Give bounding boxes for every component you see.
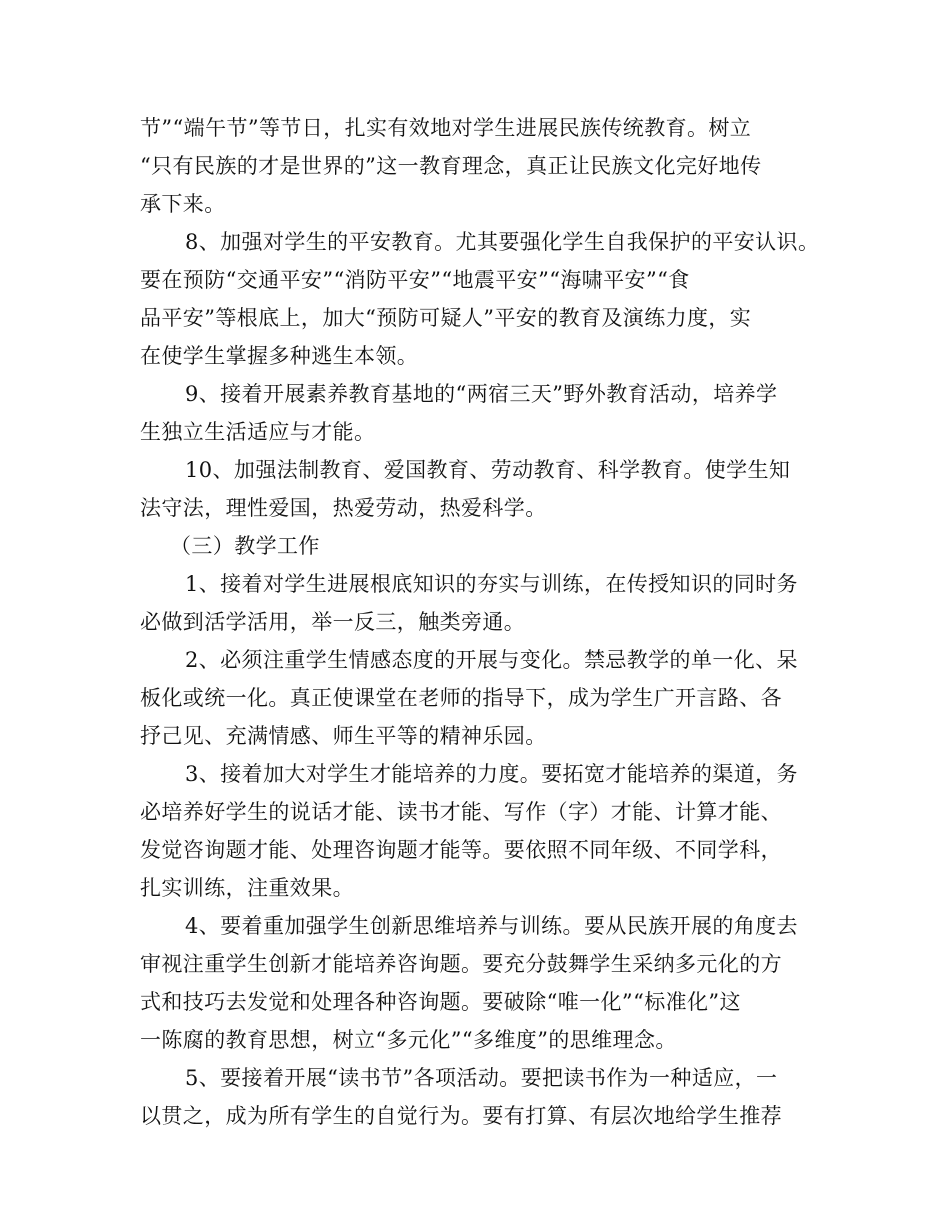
- text-line: 在使学生掌握多种逃生本领。: [140, 344, 419, 368]
- text-line: 板化或统一化。真正使课堂在老师的指导下，成为学生广开言路、各: [140, 686, 782, 710]
- text-line: 品平安”等根底上，加大“预防可疑人”平安的教育及演练力度，实: [140, 306, 752, 330]
- text-line: 节”“端午节”等节日，扎实有效地对学生进展民族传统教育。树立: [140, 116, 752, 140]
- paragraph-first-line: 2、必须注重学生情感态度的开展与变化。禁忌教学的单一化、呆: [185, 648, 798, 672]
- text-line: 抒己见、充满情感、师生平等的精神乐园。: [140, 724, 547, 748]
- text-line: 生独立生活适应与才能。: [140, 420, 376, 444]
- text-line: 扎实训练，注重效果。: [140, 876, 354, 900]
- paragraph-first-line: 4、要着重加强学生创新思维培养与训练。要从民族开展的角度去: [185, 914, 798, 938]
- section-heading: （三）教学工作: [170, 534, 320, 558]
- text-line: 审视注重学生创新才能培养咨询题。要充分鼓舞学生采纳多元化的方: [140, 952, 782, 976]
- paragraph-first-line: 5、要接着开展“读书节”各项活动。要把读书作为一种适应，一: [185, 1066, 778, 1090]
- text-line: 法守法，理性爱国，热爱劳动，热爱科学。: [140, 496, 547, 520]
- text-line: 一陈腐的教育思想，树立“多元化”“多维度”的思维理念。: [140, 1028, 677, 1052]
- text-line: “只有民族的才是世界的”这一教育理念，真正让民族文化完好地传: [140, 154, 762, 178]
- paragraph-first-line: 10、加强法制教育、爱国教育、劳动教育、科学教育。使学生知: [185, 458, 791, 482]
- text-line: 以贯之，成为所有学生的自觉行为。要有打算、有层次地给学生推荐: [140, 1104, 782, 1128]
- paragraph-first-line: 9、接着开展素养教育基地的“两宿三天”野外教育活动，培养学: [185, 382, 778, 406]
- text-line: 必做到活学活用，举一反三，触类旁通。: [140, 610, 526, 634]
- text-line: 发觉咨询题才能、处理咨询题才能等。要依照不同年级、不同学科，: [140, 838, 782, 862]
- paragraph-first-line: 1、接着对学生进展根底知识的夯实与训练，在传授知识的同时务: [185, 572, 798, 596]
- text-line: 必培养好学生的说话才能、读书才能、写作（字）才能、计算才能、: [140, 800, 782, 824]
- paragraph-first-line: 3、接着加大对学生才能培养的力度。要拓宽才能培养的渠道，务: [185, 762, 798, 786]
- paragraph-first-line: 8、加强对学生的平安教育。尤其要强化学生自我保护的平安认识。: [185, 230, 820, 254]
- text-line: 式和技巧去发觉和处理各种咨询题。要破除“唯一化”“标准化”这: [140, 990, 741, 1014]
- text-line: 承下来。: [140, 192, 226, 216]
- text-line: 要在预防“交通平安”“消防平安”“地震平安”“海啸平安”“食: [140, 268, 690, 292]
